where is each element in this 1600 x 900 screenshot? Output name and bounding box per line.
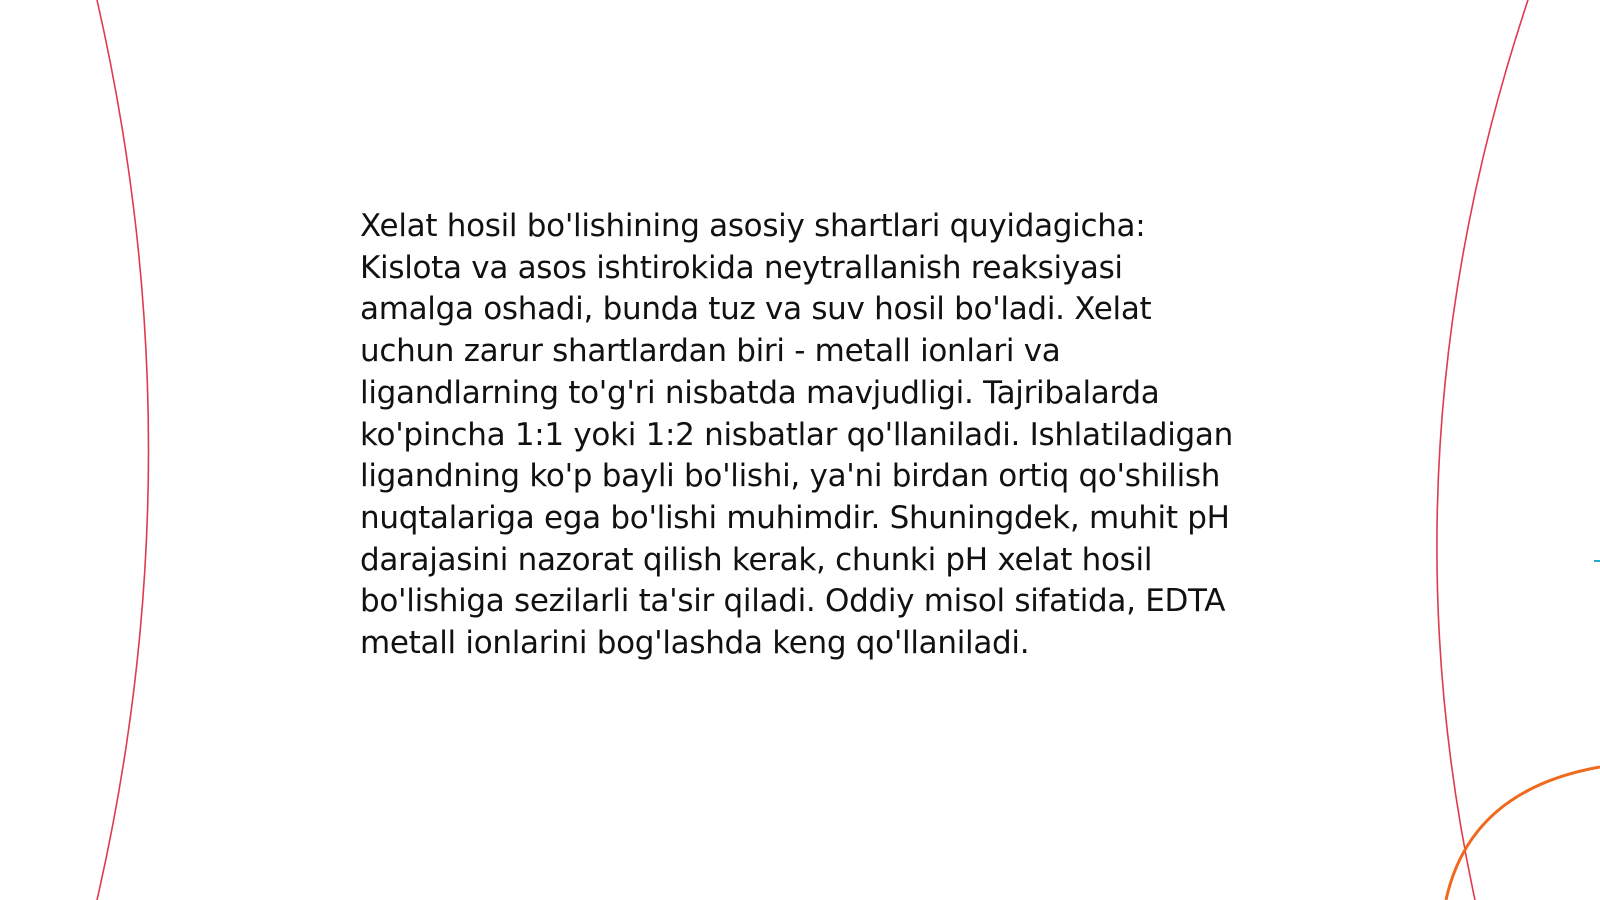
slide-body-text: Xelat hosil bo'lishining asosiy shartlari quyidagicha: Kislota va asos ishtirokida neytrallanish reaksiyasi amalga oshadi, bunda tuz va suv hosil bo'ladi. Xelat uchun zarur shartlardan biri - metall ionlari va ligandlarning to'g'ri nisbatda mavjudligi. Tajribalarda ko'pincha 1:1 yoki 1:2 nisbatlar qo'llaniladi. Ishlatiladigan ligandning ko'p bayli bo'lishi, ya'ni birdan ortiq qo'shilish nuqtalariga ega bo'lishi muhimdir. Shuningdek, muhit pH darajasini nazorat qilish kerak, chunki pH xelat hosil bo'lishiga sezilarli ta'sir qiladi. Oddiy misol sifatida, EDTA metall ionlarini bog'lashda keng qo'llaniladi. (360, 208, 1233, 662)
orange-arc (1446, 767, 1600, 900)
left-curve (97, 0, 149, 900)
right-curve (1437, 0, 1528, 900)
